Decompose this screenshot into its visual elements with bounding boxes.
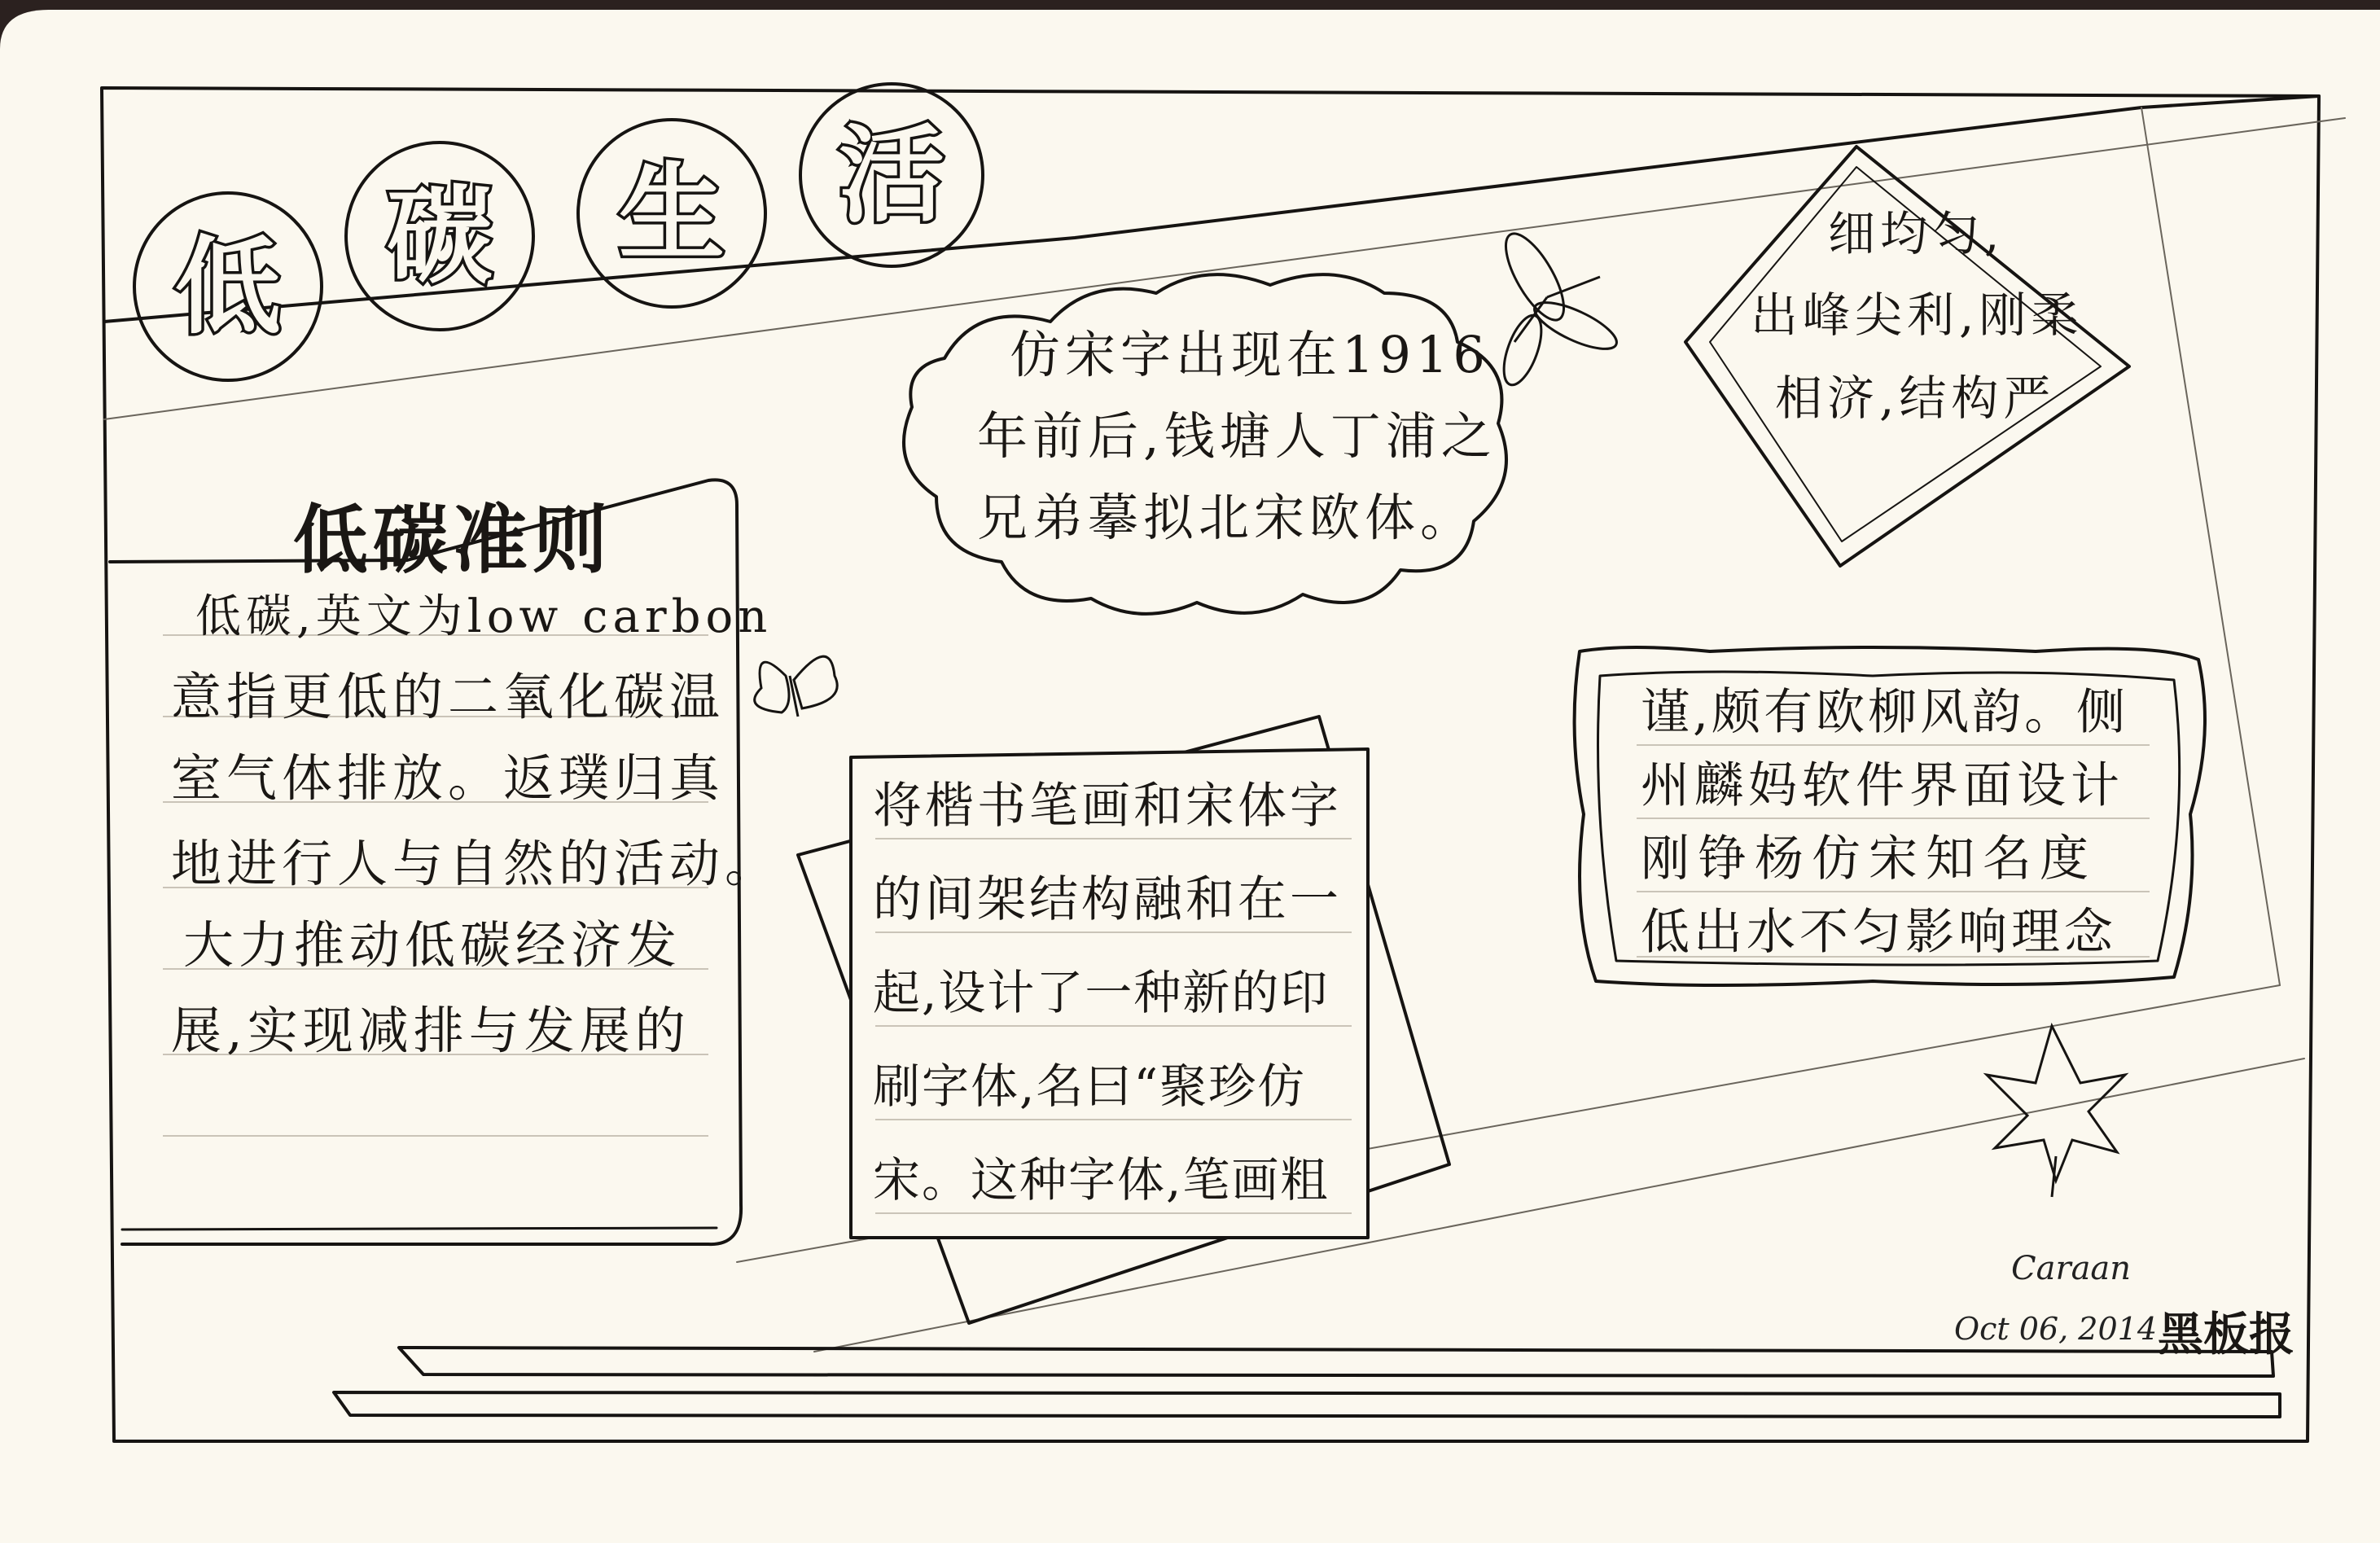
title-char-3: 生 bbox=[618, 151, 725, 275]
center-line-4: 刷字体,名曰“聚珍仿 bbox=[873, 1059, 1307, 1114]
title-char-2: 碳 bbox=[386, 174, 493, 298]
cloud-line-1: 仿宋字出现在1916 bbox=[1010, 325, 1490, 384]
left-panel-base bbox=[122, 1228, 717, 1230]
right-line-2: 州麟妈软件界面设计 bbox=[1641, 757, 2124, 814]
center-line-5: 宋。这种字体,笔画粗 bbox=[873, 1152, 1330, 1208]
diamond-line-3: 相济,结构严 bbox=[1775, 370, 2056, 426]
left-panel-heading: 低碳准则 bbox=[293, 496, 613, 584]
cloud-line-3: 兄弟摹拟北宋欧体。 bbox=[977, 488, 1476, 547]
title-char-1: 低 bbox=[174, 225, 281, 348]
diamond-line-1: 细均匀, bbox=[1828, 206, 2005, 261]
diamond-line-2: 出峰尖利,刚柔 bbox=[1751, 287, 2084, 343]
left-line-1: 低碳,英文为low carbon bbox=[195, 590, 773, 643]
left-line-2: 意指更低的二氧化碳温 bbox=[171, 667, 725, 726]
left-line-3: 室气体排放。返璞归真 bbox=[171, 748, 725, 808]
signature-name: Caraan bbox=[2011, 1250, 2132, 1287]
left-line-6: 展,实现减排与发展的 bbox=[171, 1001, 690, 1060]
left-line-5: 大力推动低碳经济发 bbox=[183, 915, 682, 975]
right-line-1: 谨,颇有欧柳风韵。侧 bbox=[1641, 684, 2129, 741]
signature-date: Oct 06, 2014 bbox=[1954, 1311, 2158, 1347]
title-char-4: 活 bbox=[838, 113, 945, 237]
center-line-2: 的间架结构融和在一 bbox=[873, 871, 1342, 928]
right-line-4: 低出水不匀影响理念 bbox=[1641, 904, 2117, 961]
center-line-3: 起,设计了一种新的印 bbox=[873, 965, 1330, 1020]
center-line-1: 将楷书笔画和宋体字 bbox=[873, 778, 1342, 835]
signature-label: 黑板报 bbox=[2158, 1308, 2295, 1361]
left-line-4: 地进行人与自然的活动。 bbox=[171, 834, 781, 893]
cloud-line-2: 年前后,钱塘人丁浦之 bbox=[977, 406, 1497, 466]
right-line-3: 刚铮杨仿宋知名度 bbox=[1641, 831, 2097, 888]
